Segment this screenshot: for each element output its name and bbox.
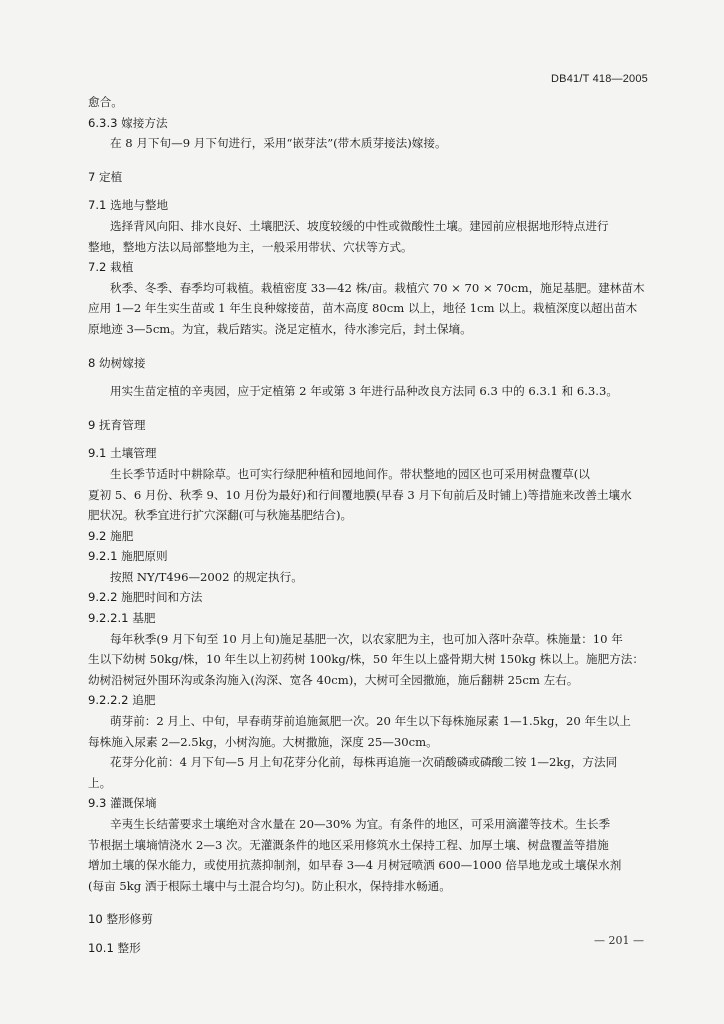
- text-line: 用实生苗定植的辛夷园，应于定植第 2 年或第 3 年进行品种改良方法同 6.3 中的 6.3.1 和 6.3.3。: [110, 384, 618, 399]
- text-line: 节根据土壤墒情浇水 2—3 次。无灌溉条件的地区采用修筑水土保持工程、加厚土壤、树盘覆盖等措施: [88, 837, 609, 852]
- text-line: (每亩 5kg 洒于根际土壤中与土混合均匀)。防止积水，保持排水畅通。: [88, 878, 451, 893]
- section-heading: 9.2.2.2 追肥: [88, 693, 156, 708]
- text-line: 每株施入尿素 2—2.5kg，小树沟施。大树撒施，深度 25—30cm。: [88, 734, 438, 749]
- section-heading: 9.2 施肥: [88, 528, 134, 543]
- section-heading: 10.1 整形: [88, 940, 141, 955]
- spacer: [88, 930, 648, 938]
- text-line: 整地，整地方法以局部整地为主，一般采用带状、穴状等方式。: [88, 239, 413, 254]
- section-heading: 9.2.2 施肥时间和方法: [88, 590, 203, 605]
- section-heading: 9.3 灌溉保墒: [88, 796, 157, 811]
- section-heading: 10 整形修剪: [88, 912, 153, 927]
- text-line: 秋季、冬季、春季均可栽植。栽植密度 33—42 株/亩。栽植穴 70 × 70 × 70cm，施足基肥。建林苗木: [110, 280, 645, 295]
- document-body: [88, 92, 648, 959]
- text-line: 应用 1—2 年生实生苗或 1 年生良种嫁接苗，苗木高度 80cm 以上，地径 1cm 以上。栽植深度以超出苗木: [88, 301, 638, 316]
- text-line: 选择背风向阳、排水良好、土壤肥沃、坡度较缓的中性或微酸性土壤。建园前应根据地形特点进行: [110, 218, 609, 233]
- text-line: 生长季节适时中耕除草。也可实行绿肥种植和园地间作。带状整地的园区也可采用树盘覆草(以: [110, 466, 590, 481]
- text-line: 幼树沿树冠外围环沟或条沟施入(沟深、宽各 40cm)，大树可全园撒施，施后翻耕 25cm 左右。: [88, 672, 579, 687]
- text-line: 萌芽前：2 月上、中旬，早春萌芽前追施氮肥一次。20 年生以下每株施尿素 1—1.5kg，20 年生以上: [110, 714, 631, 729]
- page-number: — 201 —: [594, 934, 644, 947]
- text-line: 生以下幼树 50kg/株，10 年生以上初药树 100kg/株，50 年生以上盛骨期大树 150kg 株以上。施肥方法：: [88, 652, 644, 667]
- section-heading: 9 抚育管理: [88, 417, 146, 432]
- text-line: 愈合。: [88, 95, 123, 109]
- text-line: 夏初 5、6 月份、秋季 9、10 月份为最好)和行间覆地膜(早春 3 月下旬前后及时铺上)等措施来改善土壤水: [88, 487, 632, 502]
- section-heading: 7.2 栽植: [88, 260, 134, 275]
- section-heading: 8 幼树嫁接: [88, 355, 146, 370]
- text-line: 在 8 月下旬—9 月下旬进行，采用“嵌芽法”(带木质芽接法)嫁接。: [110, 136, 447, 151]
- document-code: DB41/T 418—2005: [551, 73, 648, 85]
- text-line: 每年秋季(9 月下旬至 10 月上旬)施足基肥一次，以农家肥为主，也可加入落叶杂草。株施量：10 年: [110, 631, 623, 646]
- text-line: 花芽分化前：4 月下旬—5 月上旬花芽分化前，每株再追施一次硝酸磷或磷酸二铵 1—2kg，方法同: [110, 755, 618, 770]
- spacer: [88, 402, 648, 415]
- text-line: 原地迹 3—5cm。为宜，栽后踏实。浇足定植水，待水渗完后，封土保墒。: [88, 321, 472, 336]
- spacer: [88, 435, 648, 443]
- spacer: [88, 340, 648, 353]
- section-heading: 9.1 土壤管理: [88, 446, 157, 461]
- text-line: 增加土壤的保水能力，或使用抗蒸抑制剂，如早春 3—4 月树冠喷洒 600—1000 倍旱地龙或土壤保水剂: [88, 858, 622, 873]
- spacer: [88, 154, 648, 167]
- spacer: [88, 187, 648, 195]
- section-heading: 9.2.1 施肥原则: [88, 549, 168, 564]
- spacer: [88, 373, 648, 381]
- text-line: 按照 NY/T496—2002 的规定执行。: [110, 569, 303, 584]
- section-heading: 6.3.3 嫁接方法: [88, 115, 168, 130]
- text-line: 肥状况。秋季宜进行扩穴深翻(可与秋施基肥结合)。: [88, 508, 353, 523]
- section-heading: 7 定植: [88, 169, 123, 184]
- text-line: 上。: [88, 775, 112, 790]
- section-heading: 9.2.2.1 基肥: [88, 611, 156, 626]
- spacer: [88, 896, 648, 909]
- section-heading: 7.1 选地与整地: [88, 198, 169, 213]
- text-line: 辛夷生长结蕾要求土壤绝对含水量在 20—30% 为宜。有条件的地区，可采用滴灌等技术。生长季: [110, 817, 611, 831]
